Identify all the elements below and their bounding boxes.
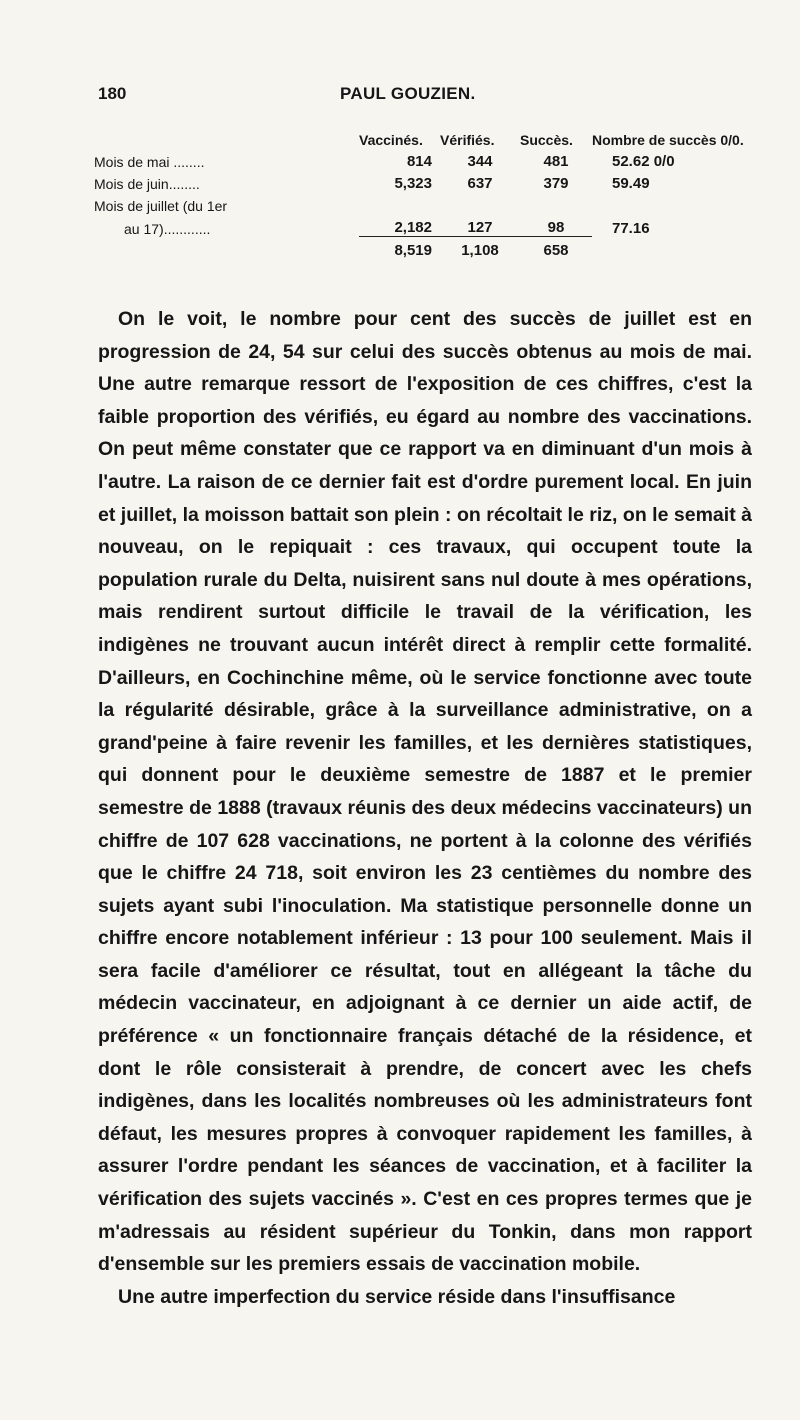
- cell-vaccines: 2,182: [394, 219, 432, 236]
- body-text: [98, 303, 752, 1313]
- cell-empty: [592, 192, 772, 214]
- row-label: Mois de juillet (du 1er: [94, 198, 228, 214]
- total-empty: [592, 237, 772, 260]
- cell-verifies: 127: [467, 219, 493, 236]
- table-header-empty: [94, 126, 359, 148]
- cell-pct: 59.49: [612, 175, 650, 192]
- table-total-row: [94, 237, 772, 260]
- cell-succes: 98: [547, 219, 565, 236]
- page-number: 180: [98, 84, 127, 103]
- cell-empty: [520, 192, 592, 214]
- cell-empty: [440, 192, 520, 214]
- total-vaccines: 8,519: [359, 237, 440, 260]
- row-label: Mois de mai ........: [94, 154, 205, 170]
- table-row: [94, 192, 772, 214]
- row-label-continued: au 17)............: [124, 220, 211, 237]
- cell-verifies: 344: [467, 153, 493, 170]
- paragraph: On le voit, le nombre pour cent des succès de juillet est en progression de 24, 54 sur celui des succès obtenus au mois de mai. Une autre remarque ressort de l'exposition de ces chiffres, c'est la faible proportion des vérifiés, eu égard au nombre des vaccinations. On peut même constater que ce rapport va en diminuant d'un mois à l'autre. La raison de ce dernier fait est d'ordre purement local. En juin et juillet, la moisson battait son plein : on récoltait le riz, on le semait à nouveau, on le repiquait : ces travaux, qui occupent toute la population rurale du Delta, nuisirent sans nul doute à mes opérations, mais rendirent surtout difficile le travail de la vérification, les indigènes ne trouvant aucun intérêt direct à remplir cette formalité. D'ailleurs, en Cochinchine même, où le service fonctionne avec toute la régularité désirable, grâce à la surveillance administrative, on a grand'peine à faire revenir les familles, et les dernières statistiques, qui donnent pour le deuxième semestre de 1887 et le premier semestre de 1888 (travaux réunis des deux médecins vaccinateurs) un chiffre de 107 628 vaccinations, ne portent à la colonne des vérifiés que le chiffre 24 718, soit environ les 23 centièmes du nombre des sujets ayant subi l'inoculation. Ma statistique personnelle donne un chiffre encore notablement inférieur : 13 pour 100 seulement. Mais il sera facile d'améliorer ce résultat, tout en allégeant la tâche du médecin vaccinateur, en adjoignant à ce dernier un aide actif, de préférence « un fonctionnaire français détaché de la résidence, et dont le rôle consisterait à prendre, de concert avec les chefs indigènes, dans les localités nombreuses où les administrateurs font défaut, les mesures propres à convoquer rapidement les familles, à assurer l'ordre pendant les séances de vaccination, et à faciliter la vérification des sujets vaccinés ». C'est en ces propres termes que je m'adressais au résident supérieur du Tonkin, dans mon rapport d'ensemble sur les premiers essais de vaccination mobile.: [98, 308, 752, 1276]
- col-header-pct: Nombre de succès 0/0.: [592, 132, 744, 148]
- running-title: PAUL GOUZIEN.: [340, 84, 476, 103]
- total-label-empty: [94, 237, 359, 260]
- col-header-vaccines: Vaccinés.: [359, 132, 423, 148]
- col-header-succes: Succès.: [520, 132, 573, 148]
- total-succes: 658: [520, 237, 592, 260]
- cell-pct: 52.62 0/0: [612, 153, 675, 170]
- table-header-row: [94, 126, 772, 148]
- paragraph: Une autre imperfection du service réside dans l'insuffisance: [118, 1285, 676, 1308]
- cell-succes: 481: [543, 153, 569, 170]
- cell-succes: 379: [543, 175, 569, 192]
- cell-empty: [359, 192, 440, 214]
- vaccination-table: [94, 126, 772, 259]
- col-header-verifies: Vérifiés.: [440, 132, 495, 148]
- table-row: [94, 214, 772, 237]
- cell-vaccines: 5,323: [394, 175, 432, 192]
- cell-pct: 77.16: [612, 219, 650, 237]
- cell-verifies: 637: [467, 175, 493, 192]
- table-row: [94, 148, 772, 170]
- page-header: [98, 84, 752, 114]
- total-verifies: 1,108: [440, 237, 520, 260]
- table-row: [94, 170, 772, 192]
- cell-vaccines: 814: [406, 153, 432, 170]
- row-label: Mois de juin........: [94, 176, 200, 192]
